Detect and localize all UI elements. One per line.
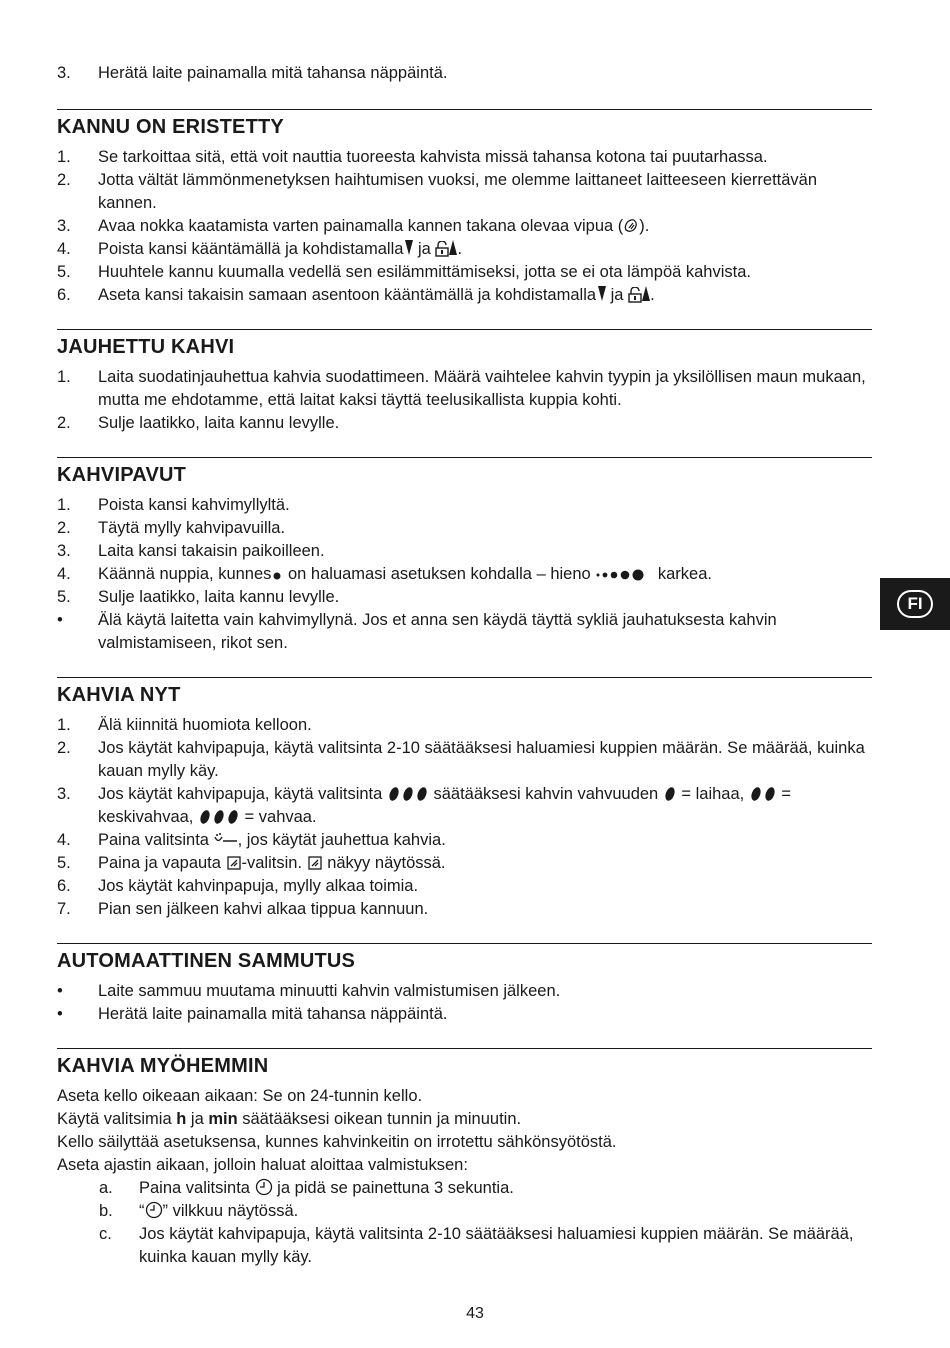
intro-item <box>57 62 872 85</box>
list-item <box>57 737 872 783</box>
item-number: 3. <box>57 64 71 82</box>
item-text: on haluamasi asetuksen kohdalla – hieno <box>283 565 596 583</box>
section-title: KAHVIPAVUT <box>57 464 187 486</box>
item-text: Paina valitsinta <box>139 1179 255 1197</box>
brew-icon <box>307 855 323 871</box>
section-title: AUTOMAATTINEN SAMMUTUS <box>57 950 356 972</box>
item-number: 4. <box>57 831 71 849</box>
item-number: 5. <box>57 854 71 872</box>
item-text: Se tarkoittaa sitä, että voit nauttia tuoreesta kahvista missä tahansa kotona tai puutarhassa. <box>98 148 768 166</box>
item-text: -valitsin. <box>241 854 307 872</box>
item-text: Laita kansi takaisin paikoilleen. <box>98 542 325 560</box>
list-item <box>57 146 872 169</box>
item-text: = keskivahvaa, <box>98 785 792 826</box>
list-item <box>57 980 872 1003</box>
item-text: säätääksesi kahvin vahvuuden <box>428 785 663 803</box>
item-number: c. <box>99 1225 112 1243</box>
item-text: Paina valitsinta <box>98 831 214 849</box>
item-text: Laita suodatinjauhettua kahvia suodattimeen. Määrä vaihtelee kahvin tyypin ja yksilöllisen maun mukaan, mutta me ehdotamme, että laitat kaksi täyttä teelusikallista kuppia kohti. <box>98 368 866 409</box>
page-content <box>57 62 872 1291</box>
unlock-icon <box>435 241 449 257</box>
item-text: Älä käytä laitetta vain kahvimyllynä. Jos et anna sen käydä täyttä sykliä jauhatuksesta kahvin valmistamiseen, rikot sen. <box>98 611 777 652</box>
page-number: 43 <box>466 1305 484 1322</box>
item-text: = vahvaa. <box>239 808 317 826</box>
item-number: 6. <box>57 286 71 304</box>
item-text: ” vilkkuu näytössä. <box>162 1202 299 1220</box>
section-title: KAHVIA NYT <box>57 684 181 706</box>
list-item <box>57 609 872 655</box>
dot-icon <box>271 568 283 582</box>
minute-key: min <box>208 1110 238 1128</box>
clock-icon <box>255 1178 273 1196</box>
item-number: 2. <box>57 739 71 757</box>
list-item <box>57 169 872 215</box>
list-item <box>57 898 872 921</box>
section-kannu <box>57 109 872 307</box>
item-text: Herätä laite painamalla mitä tahansa näppäintä. <box>98 64 448 82</box>
item-number: b. <box>99 1202 113 1220</box>
item-number: 7. <box>57 900 71 918</box>
language-tab <box>880 578 950 630</box>
item-text: Käännä nuppia, kunnes <box>98 565 272 583</box>
list-item <box>57 412 872 435</box>
list-item <box>57 852 872 875</box>
section-automaattinen-sammutus <box>57 943 872 1026</box>
unlock-icon <box>628 287 642 303</box>
ground-coffee-icon <box>214 832 238 848</box>
list-item <box>57 238 872 261</box>
clock-icon <box>145 1201 163 1219</box>
item-text: ja pidä se painettuna 3 sekuntia. <box>272 1179 514 1197</box>
item-text: ja <box>606 286 629 304</box>
language-label: FI <box>897 590 932 618</box>
item-number: 2. <box>57 414 71 432</box>
triangle-down-icon <box>598 286 606 301</box>
item-number: • <box>57 611 63 629</box>
item-text: Huuhtele kannu kuumalla vedellä sen esilämmittämiseksi, jotta se ei ota lämpöä kahvista. <box>98 263 751 281</box>
item-text: Täytä mylly kahvipavuilla. <box>98 519 286 537</box>
item-number: 1. <box>57 148 71 166</box>
list-item <box>57 829 872 852</box>
item-number: 2. <box>57 171 71 189</box>
bean-triple-icon <box>198 809 240 825</box>
item-text: Herätä laite painamalla mitä tahansa näppäintä. <box>98 1005 448 1023</box>
item-number: • <box>57 1005 63 1023</box>
item-text: , jos käytät jauhettua kahvia. <box>237 831 446 849</box>
item-text: Jotta vältät lämmönmenetyksen haihtumisen vuoksi, me olemme laittaneet laitteeseen kierrettävän kannen. <box>98 171 818 212</box>
item-text: Paina ja vapauta <box>98 854 226 872</box>
item-number: 6. <box>57 877 71 895</box>
paragraph-text: säätääksesi oikean tunnin ja minuutin. <box>237 1110 522 1128</box>
paragraph: Aseta kello oikeaan aikaan: Se on 24-tunnin kello. <box>57 1087 423 1105</box>
item-number: 1. <box>57 368 71 386</box>
item-text: . <box>457 240 463 258</box>
item-number: 1. <box>57 496 71 514</box>
sub-list-item <box>57 1200 872 1223</box>
list-item <box>57 1003 872 1026</box>
item-text: Jos käytät kahvinpapuja, mylly alkaa toimia. <box>98 877 419 895</box>
item-text: . <box>650 286 655 304</box>
grind-scale-icon <box>595 566 653 582</box>
section-kahvia-nyt <box>57 677 872 921</box>
item-text: ). <box>639 217 650 235</box>
list-item <box>57 875 872 898</box>
list-item <box>57 586 872 609</box>
list-item <box>57 783 872 829</box>
section-title: KAHVIA MYÖHEMMIN <box>57 1055 269 1077</box>
section-jauhettu <box>57 329 872 435</box>
section-title: JAUHETTU KAHVI <box>57 336 235 358</box>
lever-icon <box>623 218 639 234</box>
item-number: 5. <box>57 588 71 606</box>
item-number: 2. <box>57 519 71 537</box>
item-number: 5. <box>57 263 71 281</box>
list-item <box>57 517 872 540</box>
paragraph: Aseta ajastin aikaan, jolloin haluat aloittaa valmistuksen: <box>57 1156 468 1174</box>
paragraph <box>57 1108 872 1131</box>
item-text: Sulje laatikko, laita kannu levylle. <box>98 414 340 432</box>
list-item <box>57 215 872 238</box>
item-text: Avaa nokka kaatamista varten painamalla kannen takana olevaa vipua ( <box>98 217 624 235</box>
item-text: karkea. <box>653 565 712 583</box>
bean-double-icon <box>749 786 777 802</box>
item-text: Jos käytät kahvipapuja, käytä valitsinta <box>98 785 387 803</box>
bean-single-icon <box>663 786 677 802</box>
sub-list-item <box>57 1223 872 1269</box>
sub-list-item <box>57 1177 872 1200</box>
item-text: Jos käytät kahvipapuja, käytä valitsinta 2-10 säätääksesi haluamiesi kuppien määrän. Se määrää, kuinka kauan mylly käy. <box>98 739 865 780</box>
item-number: a. <box>99 1179 113 1197</box>
list-item <box>57 540 872 563</box>
item-number: 3. <box>57 542 71 560</box>
item-text: Älä kiinnitä huomiota kelloon. <box>98 716 312 734</box>
item-text: ja <box>413 240 436 258</box>
section-kahvia-myohemmin <box>57 1048 872 1269</box>
item-number: 4. <box>57 240 71 258</box>
list-item <box>57 563 872 586</box>
item-text: Poista kansi kahvimyllyltä. <box>98 496 290 514</box>
item-text: Pian sen jälkeen kahvi alkaa tippua kannuun. <box>98 900 429 918</box>
item-text: Sulje laatikko, laita kannu levylle. <box>98 588 340 606</box>
list-item <box>57 261 872 284</box>
bean-triple-icon <box>387 786 429 802</box>
item-number: 1. <box>57 716 71 734</box>
item-text: “ <box>139 1202 145 1220</box>
brew-icon <box>226 855 242 871</box>
list-item <box>57 494 872 517</box>
item-number: • <box>57 982 63 1000</box>
section-kahvipavut <box>57 457 872 655</box>
section-title: KANNU ON ERISTETTY <box>57 116 284 138</box>
item-number: 3. <box>57 785 71 803</box>
item-text: = laihaa, <box>676 785 749 803</box>
item-number: 3. <box>57 217 71 235</box>
paragraph-text: Käytä valitsimia <box>57 1110 177 1128</box>
paragraph: Kello säilyttää asetuksensa, kunnes kahvinkeitin on irrotettu sähkönsyötöstä. <box>57 1133 617 1151</box>
list-item <box>57 366 872 412</box>
item-text: Laite sammuu muutama minuutti kahvin valmistumisen jälkeen. <box>98 982 561 1000</box>
list-item <box>57 714 872 737</box>
item-text: Jos käytät kahvipapuja, käytä valitsinta 2-10 säätääksesi haluamiesi kuppien määrän. Se määrää, kuinka kauan mylly käy. <box>139 1225 854 1266</box>
item-number: 4. <box>57 565 71 583</box>
paragraph-text: ja <box>186 1110 209 1128</box>
triangle-up-icon <box>642 286 650 301</box>
hour-key: h <box>176 1110 187 1128</box>
item-text: Aseta kansi takaisin samaan asentoon kääntämällä ja kohdistamalla <box>98 286 597 304</box>
item-text: Poista kansi kääntämällä ja kohdistamalla <box>98 240 404 258</box>
list-item <box>57 284 872 307</box>
item-text: näkyy näytössä. <box>322 854 446 872</box>
